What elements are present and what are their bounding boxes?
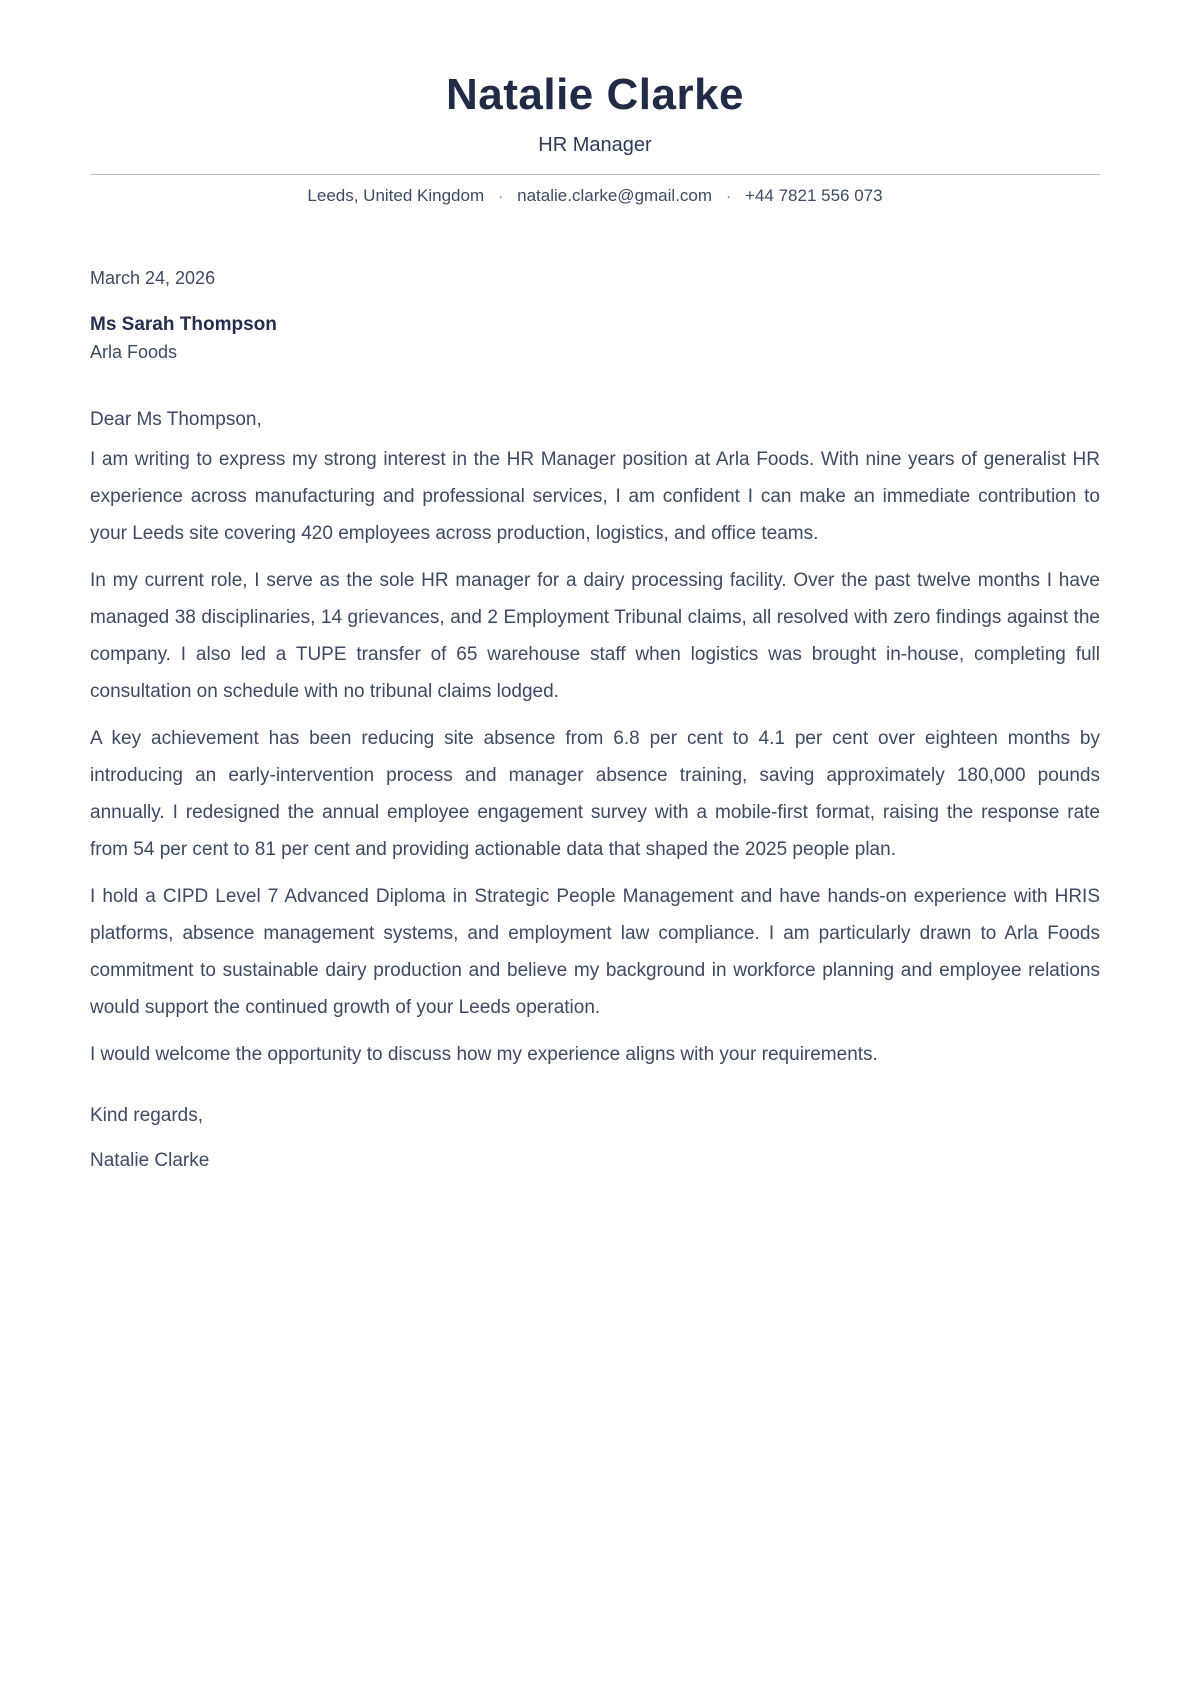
recipient-company: Arla Foods <box>90 342 178 362</box>
header-divider <box>90 174 1100 175</box>
contact-phone: +44 7821 556 073 <box>745 186 883 205</box>
paragraph-qualifications: I hold a CIPD Level 7 Advanced Diploma in Strategic People Management and have hands-on experience with HRIS platforms, absence management systems, and employment law compliance. I am particularly drawn to Arla Foods commitment to sustainable dairy production and believe my background in workforce planning and employee relations would support the continued growth of your Leeds operation. <box>90 886 1100 1018</box>
paragraph-current-role: In my current role, I serve as the sole HR manager for a dairy processing facility. Over the past twelve months I have managed 38 disciplinaries, 14 grievances, and 2 Employment Tribunal claims, all resolved with zero findings against the company. I also led a TUPE transfer of 65 warehouse staff when logistics was brought in-house, completing full consultation on schedule with no tribunal claims lodged. <box>90 570 1100 702</box>
paragraph-intro: I am writing to express my strong interest in the HR Manager position at Arla Foods. With nine years of generalist HR experience across manufacturing and professional services, I am confident I can make an immediate contribution to your Leeds site covering 420 employees across production, logistics, and office teams. <box>90 449 1100 544</box>
letter-body <box>90 268 1100 1179</box>
paragraph-achievements: A key achievement has been reducing site absence from 6.8 per cent to 4.1 per cent over eighteen months by introducing an early-intervention process and manager absence training, saving approximately 180,000 pounds annually. I redesigned the annual employee engagement survey with a mobile-first format, raising the response rate from 54 per cent to 81 per cent and providing actionable data that shaped the 2025 people plan. <box>90 728 1100 860</box>
paragraph-call-to-action: I would welcome the opportunity to discuss how my experience aligns with your requirements. <box>90 1044 878 1065</box>
letter-paragraphs <box>90 441 1100 1073</box>
contact-line <box>90 186 1100 206</box>
dot-separator-icon: · <box>726 187 732 205</box>
letter-date: March 24, 2026 <box>90 268 216 288</box>
candidate-job-title: HR Manager <box>538 134 652 156</box>
contact-email: natalie.clarke@gmail.com <box>517 186 713 205</box>
recipient-name: Ms Sarah Thompson <box>90 314 277 335</box>
letter-header <box>90 70 1100 206</box>
candidate-name: Natalie Clarke <box>445 70 745 119</box>
contact-location: Leeds, United Kingdom <box>307 186 485 205</box>
closing: Kind regards, <box>90 1105 204 1126</box>
signature-name: Natalie Clarke <box>90 1150 210 1171</box>
dot-separator-icon: · <box>498 187 504 205</box>
salutation: Dear Ms Thompson, <box>90 409 262 430</box>
